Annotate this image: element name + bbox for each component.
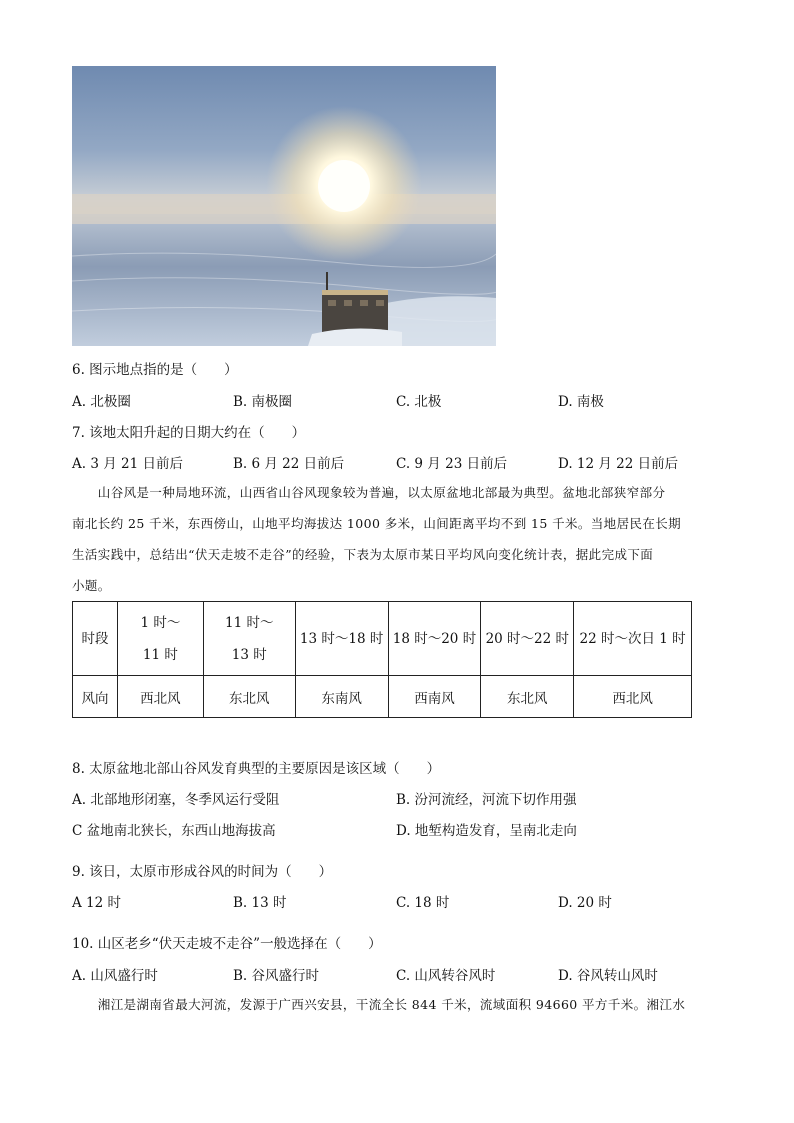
q9-option-b[interactable]: B. 13 时 [233,895,287,911]
table-row-winds [73,676,692,718]
q9-option-c[interactable]: C. 18 时 [396,895,450,911]
passage-line: 山谷风是一种局地环流，山西省山谷风现象较为普遍，以太原盆地北部最为典型。盆地北部狭窄部分 [72,485,666,500]
wind-cell: 西南风 [388,676,481,718]
q6-option-c[interactable]: C. 北极 [396,394,442,410]
q10-option-a[interactable]: A. 山风盛行时 [72,968,158,984]
q10-option-d[interactable]: D. 谷风转山风时 [558,968,658,984]
antarctic-sun-photo [72,66,496,346]
q10-option-c[interactable]: C. 山风转谷风时 [396,968,496,984]
period-cell: 11 时～13 时 [203,602,295,676]
q9-stem: 9. 该日，太原市形成谷风的时间为（ ） [72,864,333,880]
q7-option-c[interactable]: C. 9 月 23 日前后 [396,456,508,472]
q6-option-b[interactable]: B. 南极圈 [233,394,293,410]
photo-illustration [72,66,496,346]
q7-option-d[interactable]: D. 12 月 22 日前后 [558,456,679,472]
q7-option-b[interactable]: B. 6 月 22 日前后 [233,456,345,472]
period-cell: 20 时～22 时 [481,602,574,676]
passage-line: 生活实践中，总结出“伏天走坡不走谷”的经验，下表为太原市某日平均风向变化统计表，据此完成下面 [72,547,654,562]
wind-cell: 东南风 [295,676,388,718]
table-row-periods [73,602,692,676]
q6-option-d[interactable]: D. 南极 [558,394,604,410]
q8-option-c[interactable]: C 盆地南北狭长，东西山地海拔高 [72,823,276,839]
period-cell: 22 时～次日 1 时 [574,602,692,676]
wind-cell: 西北风 [574,676,692,718]
passage-line: 南北长约 25 千米，东西傍山，山地平均海拔达 1000 多米，山间距离平均不到 15 千米。当地居民在长期 [72,516,682,531]
period-cell: 18 时～20 时 [388,602,481,676]
wind-direction-table [72,601,692,718]
passage-valley-wind [72,477,722,601]
passage-xiang-river [72,989,722,1020]
row-label-time: 时段 [73,602,118,676]
q9-option-d[interactable]: D. 20 时 [558,895,612,911]
q7-option-a[interactable]: A. 3 月 21 日前后 [72,456,183,472]
row-label-wind: 风向 [73,676,118,718]
q8-stem: 8. 太原盆地北部山谷风发育典型的主要原因是该区域（ ） [72,761,441,777]
wind-cell: 东北风 [481,676,574,718]
q6-stem: 6. 图示地点指的是（ ） [72,362,238,378]
wind-cell: 东北风 [203,676,295,718]
q10-option-b[interactable]: B. 谷风盛行时 [233,968,320,984]
q8-option-d[interactable]: D. 地堑构造发育，呈南北走向 [396,823,577,839]
q8-option-a[interactable]: A. 北部地形闭塞，冬季风运行受阻 [72,792,280,808]
passage-line: 湘江是湖南省最大河流，发源于广西兴安县，干流全长 844 千米，流域面积 94660 平方千米。湘江水 [72,997,686,1012]
q9-option-a[interactable]: A 12 时 [72,895,122,911]
q6-option-a[interactable]: A. 北极圈 [72,394,131,410]
period-cell: 1 时～11 时 [117,602,203,676]
period-cell: 13 时～18 时 [295,602,388,676]
q7-stem: 7. 该地太阳升起的日期大约在（ ） [72,425,306,441]
wind-cell: 西北风 [117,676,203,718]
passage-line: 小题。 [72,578,111,593]
q8-option-b[interactable]: B. 汾河流经，河流下切作用强 [396,792,577,808]
q10-stem: 10. 山区老乡“伏天走坡不走谷”一般选择在（ ） [72,936,382,952]
